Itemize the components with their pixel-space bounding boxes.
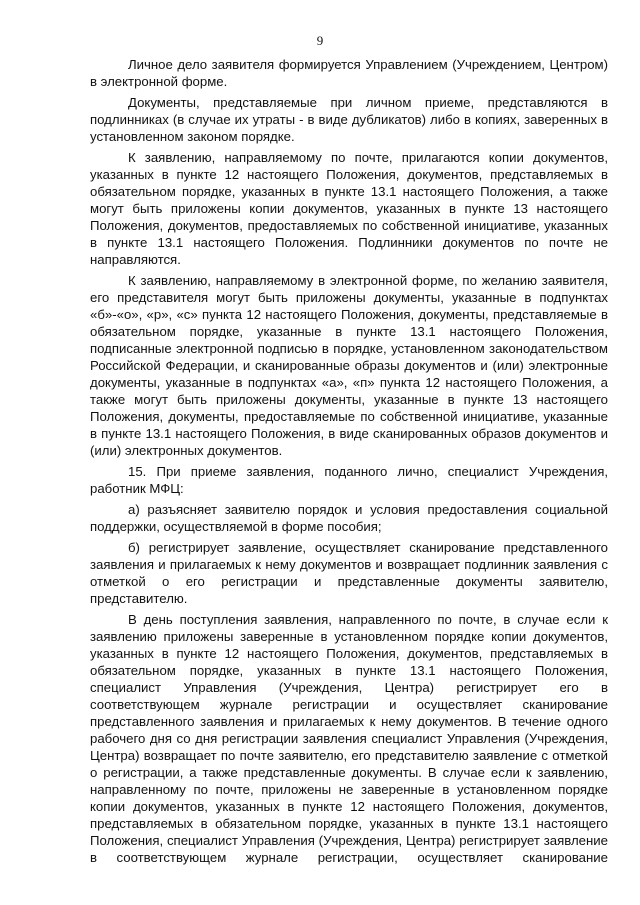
paragraph-subclause-a: а) разъясняет заявителю порядок и условия предоставления социальной поддержки, осуществляемой в форме пособия; — [90, 502, 608, 534]
paragraph-subclause-b: б) регистрирует заявление, осуществляет сканирование представленного заявления и прилагаемых к нему документов и возвращает подлинник заявления с отметкой о его регистрации и представленные документы заявителю, представителю. — [90, 540, 608, 606]
page-number: 9 — [316, 33, 324, 48]
paragraph-electronic-application: К заявлению, направляемому в электронной форме, по желанию заявителя, его представителя могут быть приложены документы, указанные в подпунктах «б»-«о», «р», «с» пункта 12 настоящего Положения, документы, представляемые в обязательном порядке, указанные в пункте 13.1 настоящего Положения, подписанные электронной подписью в порядке, установленном законодательством Российской Федерации, и сканированные образы документов и (или) электронные документы, указанные в подпунктах «а», «п» пункта 12 настоящего Положения, а также могут быть приложены документы, указанные в пункте 13 настоящего Положения, документы, предоставляемые по собственной инициативе, указанные в пункте 13.1 настоящего Положения, в виде сканированных образов документов и (или) электронных документов. — [90, 273, 608, 458]
paragraph-clause-15: 15. При приеме заявления, поданного лично, специалист Учреждения, работник МФЦ: — [90, 464, 608, 496]
paragraph-documents-in-person: Документы, представляемые при личном приеме, представляются в подлинниках (в случае их утраты - в виде дубликатов) либо в копиях, заверенных в установленном законом порядке. — [90, 95, 608, 144]
paragraph-personal-file: Личное дело заявителя формируется Управлением (Учреждением, Центром) в электронной форме. — [90, 57, 608, 89]
paragraph-mail-receipt-day: В день поступления заявления, направленного по почте, в случае если к заявлению приложены заверенные в установленном порядке копии документов, указанных в пункте 12 настоящего Положения, документов, представляемых в обязательном порядке, указанных в пункте 13.1 настоящего Положения, специалист Управления (Учреждения, Центра) регистрирует его в соответствующем журнале регистрации и осуществляет сканирование представленного заявления и прилагаемых к нему документов. В течение одного рабочего дня со дня регистрации заявления специалист Управления (Учреждения, Центра) возвращает по почте заявителю, его представителю заявление с отметкой о регистрации, а также представленные документы. В случае если к заявлению, направленному по почте, приложены не заверенные в установленном порядке копии документов, указанных в пункте 12 настоящего Положения, документов, представляемых в обязательном порядке, указанных в пункте 13.1 настоящего Положения, специалист Управления (Учреждения, Центра) регистрирует заявление в соответствующем журнале регистрации, осуществляет сканирование — [90, 612, 608, 865]
document-body — [90, 56, 608, 870]
paragraph-mail-application: К заявлению, направляемому по почте, прилагаются копии документов, указанных в пункте 12 настоящего Положения, документов, представляемых в обязательном порядке, указанных в пункте 13.1 настоящего Положения, а также могут быть приложены копии документов, указанных в пункте 13 настоящего Положения, документов, предоставляемых по собственной инициативе, указанных в пункте 13.1 настоящего Положения. Подлинники документов по почте не направляются. — [90, 150, 608, 267]
